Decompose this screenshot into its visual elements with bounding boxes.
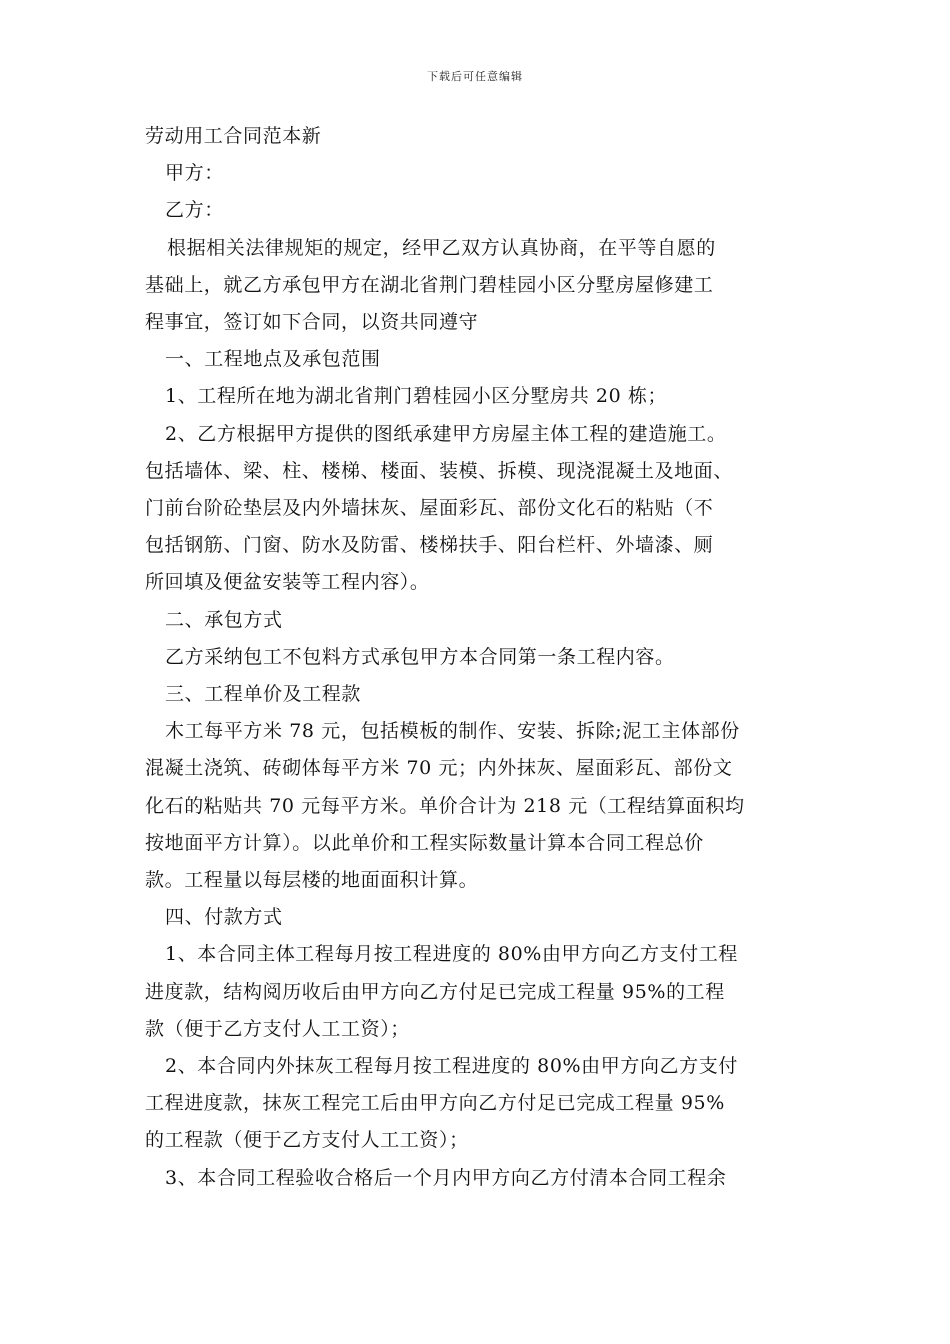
section1-heading: 一、工程地点及承包范围 [165, 348, 381, 371]
section3-text-line: 化石的粘贴共 70 元每平方米。单价合计为 218 元（工程结算面积均 [145, 794, 745, 817]
section1-item2-line: 包括墙体、梁、柱、楼梯、楼面、装模、拆模、现浇混凝土及地面、 [145, 459, 734, 482]
section3-heading: 三、工程单价及工程款 [165, 683, 362, 706]
section3-text-line: 混凝土浇筑、砖砌体每平方米 70 元；内外抹灰、屋面彩瓦、部份文 [145, 757, 733, 780]
intro-line: 程事宜，签订如下合同，以资共同遵守 [145, 311, 479, 334]
section2-heading: 二、承包方式 [165, 608, 283, 631]
section3-text-line: 款。工程量以每层楼的地面面积计算。 [145, 869, 479, 892]
section1-item2-line: 门前台阶砼垫层及内外墙抹灰、屋面彩瓦、部份文化石的粘贴（不 [145, 497, 714, 520]
document-title: 劳动用工合同范本新 [145, 125, 322, 147]
section1-item2-line: 所回填及便盆安装等工程内容）。 [145, 571, 430, 594]
party-b-label: 乙方： [165, 199, 224, 222]
header-note: 下载后可任意编辑 [427, 70, 523, 83]
intro-line: 根据相关法律规矩的规定，经甲乙双方认真协商，在平等自愿的 [167, 236, 716, 259]
section4-item1-line: 1、本合同主体工程每月按工程进度的 80%由甲方向乙方支付工程 [165, 943, 738, 966]
section4-heading: 四、付款方式 [165, 906, 283, 929]
section4-item1-line: 款（便于乙方支付人工工资）； [145, 1017, 410, 1040]
intro-line: 基础上，就乙方承包甲方在湖北省荆门碧桂园小区分墅房屋修建工 [145, 273, 714, 296]
section4-item3-line: 3、本合同工程验收合格后一个月内甲方向乙方付清本合同工程余 [165, 1166, 727, 1189]
section4-item2-line: 的工程款（便于乙方支付人工工资）； [145, 1129, 469, 1152]
section4-item1-line: 进度款，结构阅历收后由甲方向乙方付足已完成工程量 95%的工程 [145, 980, 725, 1003]
section3-text-line: 按地面平方计算）。以此单价和工程实际数量计算本合同工程总价 [145, 831, 704, 854]
section3-text-line: 木工每平方米 78 元，包括模板的制作、安装、拆除;泥工主体部份 [165, 720, 740, 743]
section4-item2-line: 工程进度款，抹灰工程完工后由甲方向乙方付足已完成工程量 95% [145, 1092, 725, 1115]
section1-item2-line: 2、乙方根据甲方提供的图纸承建甲方房屋主体工程的建造施工。 [165, 422, 727, 445]
document-body [145, 118, 815, 1197]
section1-item2-line: 包括钢筋、门窗、防水及防雷、楼梯扶手、阳台栏杆、外墙漆、厕 [145, 534, 714, 557]
section4-item2-line: 2、本合同内外抹灰工程每月按工程进度的 80%由甲方向乙方支付 [165, 1055, 738, 1078]
section1-item1: 1、工程所在地为湖北省荆门碧桂园小区分墅房共 20 栋； [165, 385, 668, 408]
section2-text: 乙方采纳包工不包料方式承包甲方本合同第一条工程内容。 [165, 645, 675, 668]
party-a-label: 甲方： [165, 162, 224, 185]
